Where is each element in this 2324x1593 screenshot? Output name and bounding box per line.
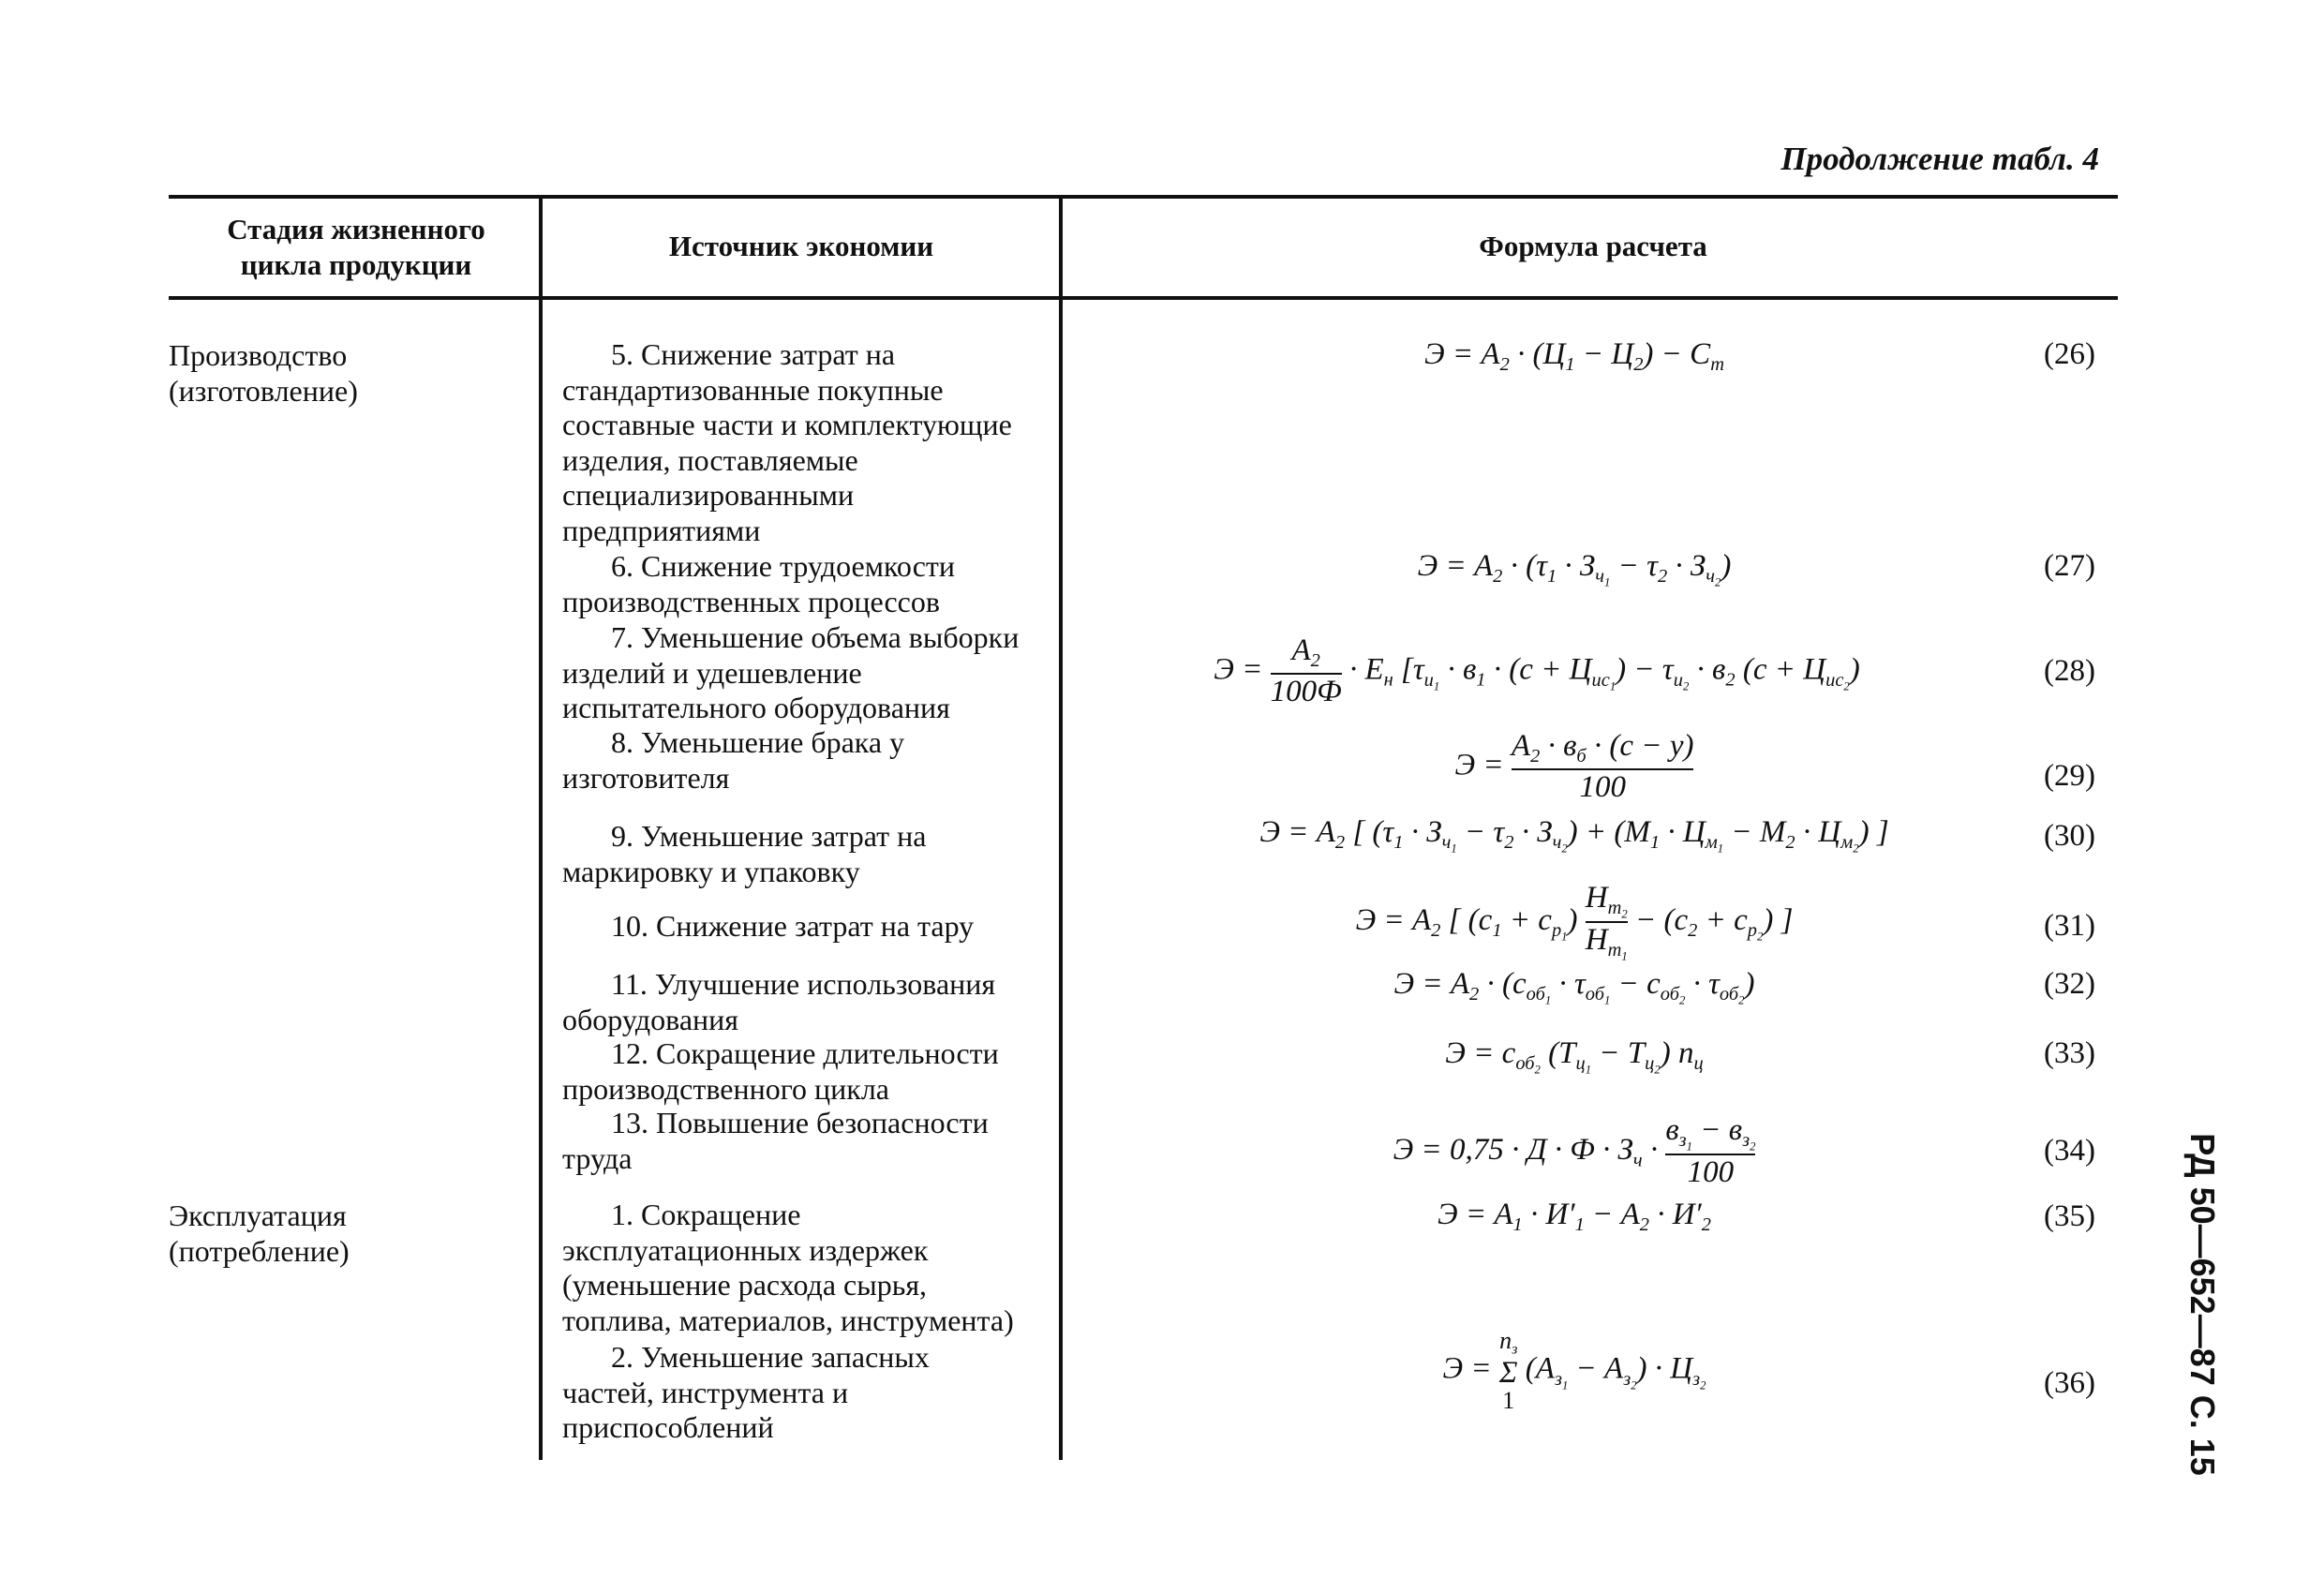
formula-number-31: (31): [2044, 909, 2095, 943]
formula-number-29: (29): [2044, 759, 2095, 793]
source-item-9: 9. Уменьшение затрат на маркировку и упаковку: [562, 819, 927, 888]
column-divider-2: [1059, 195, 1063, 1460]
formula-number-33: (33): [2044, 1036, 2095, 1070]
formula-number-32: (32): [2044, 967, 2095, 1001]
formula-28: Э = $\frac{А_2}{100Ф}$ · $Е_н$ [$\tau_{и_1} \cdot в_1 \cdot (с + Ц_{ис_1}) - \tau_{и_2} \cdot в_2$ $(с + Ц_{ис_2})$: [1214, 633, 1860, 708]
document-code-text: РД 50—652—87 С. 15: [2183, 1133, 2222, 1476]
formula-number-34: (34): [2044, 1134, 2095, 1168]
formula-number-36: (36): [2044, 1366, 2095, 1400]
column-divider-1: [539, 195, 543, 1460]
source-item-8: 8. Уменьшение брака у изготовителя: [562, 725, 905, 795]
formula-34: $Э = 0,75 \cdot Д \cdot Ф \cdot З_ч$ · $\frac{в_{з_1} - в_{з_2}}{100}$: [1393, 1113, 1756, 1190]
source-item-7: 7. Уменьшение объема выборки изделий и удешевление испытательного оборудования: [562, 620, 1020, 724]
source-exploitation-item-1: 1. Сокращение эксплуатационных издержек (уменьшение расхода сырья, топлива, материалов, инструмента): [562, 1198, 1014, 1337]
header-stage: Стадия жизненного цикла продукции: [227, 213, 485, 281]
formula-number-30: (30): [2044, 819, 2095, 853]
formula-33: $Э = с_{об_2}$ $(Т_{ц_1} - Т_{ц_2})$ $n_ц$: [1445, 1036, 1704, 1077]
formula-36: Э = $n_з$ Σ 1 $(А_{з_1} - А_{з_2}) \cdot Ц_{з_2}$: [1442, 1327, 1706, 1414]
stage-exploitation: Эксплуатация (потребление): [169, 1198, 350, 1268]
header-source: Источник экономии: [668, 230, 934, 262]
stage-production: Производство (изготовление): [169, 338, 358, 408]
source-item-12: 12. Сокращение длительности производственного цикла: [562, 1036, 999, 1106]
formula-number-28: (28): [2044, 654, 2095, 688]
formula-number-26: (26): [2044, 337, 2095, 371]
formula-30: $Э = А_2$ [ $(\tau_1 \cdot З_{ч_1} - \tau_2 \cdot З_{ч_2}) + (М_1 \cdot Ц_{м_1} - М_2 \cdot Ц_{м_2})$ ]: [1259, 815, 1889, 856]
source-exploitation-item-2: 2. Уменьшение запасных частей, инструмента и приспособлений: [562, 1340, 930, 1444]
formula-27: $Э = А_2 \cdot (\tau_1 \cdot З_{ч_1} - \tau_2 \cdot З_{ч_2})$: [1417, 549, 1732, 589]
source-item-5: 5. Снижение затрат на стандартизованные покупные составные части и комплектующие изделия, поставляемые специализированными предприятиями: [562, 337, 1012, 547]
source-item-6: 6. Снижение трудоемкости производственных процессов: [562, 549, 956, 618]
formula-number-35: (35): [2044, 1199, 2095, 1233]
formula-26: $Э = А_2 \cdot (Ц_1 - Ц_2) - С_т$: [1424, 337, 1724, 376]
formula-35: $Э = А_1 \cdot И'_1 - А_2 \cdot И'_2$: [1438, 1198, 1711, 1236]
formula-29: Э = $\frac{А_2 \cdot в_б \cdot (с - у)}{100}$: [1454, 729, 1694, 804]
formula-number-27: (27): [2044, 549, 2095, 583]
table-continuation-caption: Продолжение табл. 4: [1780, 141, 2099, 177]
document-code-side-label: [2108, 1133, 2296, 1476]
header-formula: Формула расчета: [1479, 230, 1707, 262]
source-item-11: 11. Улучшение использования оборудования: [562, 967, 996, 1036]
table-top-rule: [169, 195, 2118, 199]
source-item-13: 13. Повышение безопасности труда: [562, 1106, 989, 1175]
formula-32: $Э = А_2 \cdot (с_{об_1} \cdot \tau_{об_1} - с_{об_2} \cdot \tau_{об_2})$: [1393, 967, 1755, 1007]
source-item-10: 10. Снижение затрат на тару: [611, 909, 975, 943]
header-bottom-rule: [169, 296, 2118, 300]
formula-31: $Э = А_2$ [ $(с_1 + с_{р_1})$ $\frac{Н_{т_2}}{Н_{т_1}}$ − $(с_2 + с_{р_2})$ ]: [1355, 881, 1794, 963]
